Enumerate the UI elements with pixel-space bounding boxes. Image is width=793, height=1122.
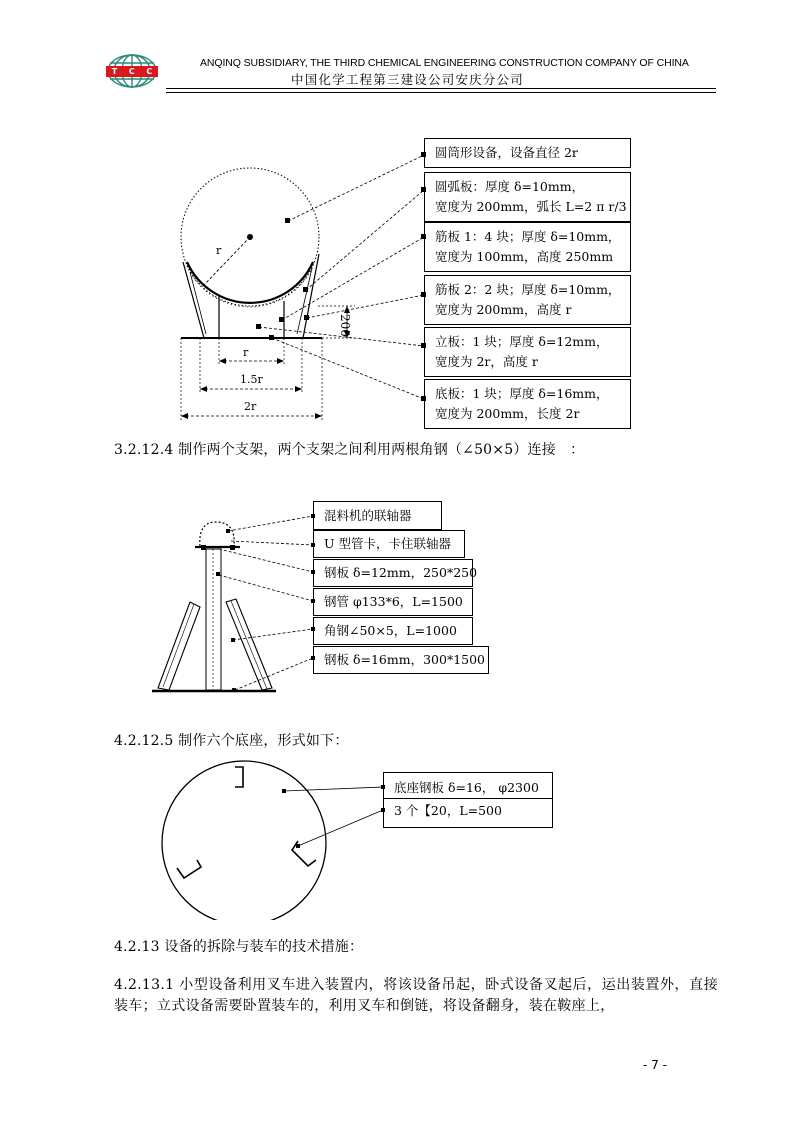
dim-radius-label: r [216,244,222,257]
callout-base-plate: 底板：1 块；厚度 δ=16mm， 宽度为 200mm，长度 2r [424,379,631,429]
dim-1-5r-label: 1.5r [240,373,263,386]
dim-200-label: 200 [338,314,352,337]
callout-arc-plate: 圆弧板：厚度 δ=10mm， 宽度为 200mm，弧长 L=2 π r/3 [424,172,631,222]
callout-cylinder: 圆筒形设备，设备直径 2r [424,138,631,168]
dim-2r-label: 2r [244,400,257,413]
callout-base-seat: 底座钢板 δ=16， φ2300 3 个【20，L=500 [383,772,553,828]
channel-steel-right [292,841,316,866]
base-seat-plate [162,761,326,920]
callout-rib-plate-1: 筋板 1：4 块；厚度 δ=10mm， 宽度为 100mm，高度 250mm [424,222,631,272]
dim-r-label: r [243,346,249,359]
callout-base-seat-divider [383,798,553,799]
callout-rib-plate-2: 筋板 2：2 块；厚度 δ=10mm， 宽度为 200mm，高度 r [424,275,631,325]
header-english-name: ANQINQ SUBSIDIARY, THE THIRD CHEMICAL ENGINEERING CONSTRUCTION COMPANY OF CHINA [200,57,689,69]
page-number: - 7 - [643,1058,667,1072]
section-4-2-13-heading: 4.2.13 设备的拆除与装车的技术措施： [114,939,364,955]
logo-letter-t: T [111,67,118,76]
callout-steel-plate-16: 钢板 δ=16mm，300*1500 [313,646,489,674]
logo-letter-c2: C [146,67,153,76]
callout-steel-pipe: 钢管 φ133*6，L=1500 [313,588,473,616]
logo-letter-c1: C [128,67,135,76]
callout-coupling: 混料机的联轴器 [313,501,442,530]
callout-steel-plate-12: 钢板 δ=12mm，250*250 [313,559,473,587]
paragraph-4-2-13-1: 4.2.13.1 小型设备利用叉车进入装置内，将该设备吊起，卧式设备叉起后，运出装置外，直接装车；立式设备需要卧置装车的，利用叉车和倒链，将设备翻身，装在鞍座上， [114,977,718,1014]
callout-angle-steel: 角钢∠50×5，L=1000 [313,617,473,645]
callout-vertical-plate: 立板：1 块；厚度 δ=12mm， 宽度为 2r，高度 r [424,327,631,377]
section-3-2-12-4-text: 3.2.12.4 制作两个支架，两个支架之间利用两根角钢（∠50×5）连接 ： [114,442,585,458]
channel-steel-top [235,767,243,787]
header-chinese-name: 中国化学工程第三建设公司安庆分公司 [291,72,524,87]
section-4-2-12-5-text: 4.2.12.5 制作六个底座，形式如下： [114,733,349,749]
callout-u-clamp: U 型管卡，卡住联轴器 [313,530,465,558]
channel-steel-left [177,860,201,878]
